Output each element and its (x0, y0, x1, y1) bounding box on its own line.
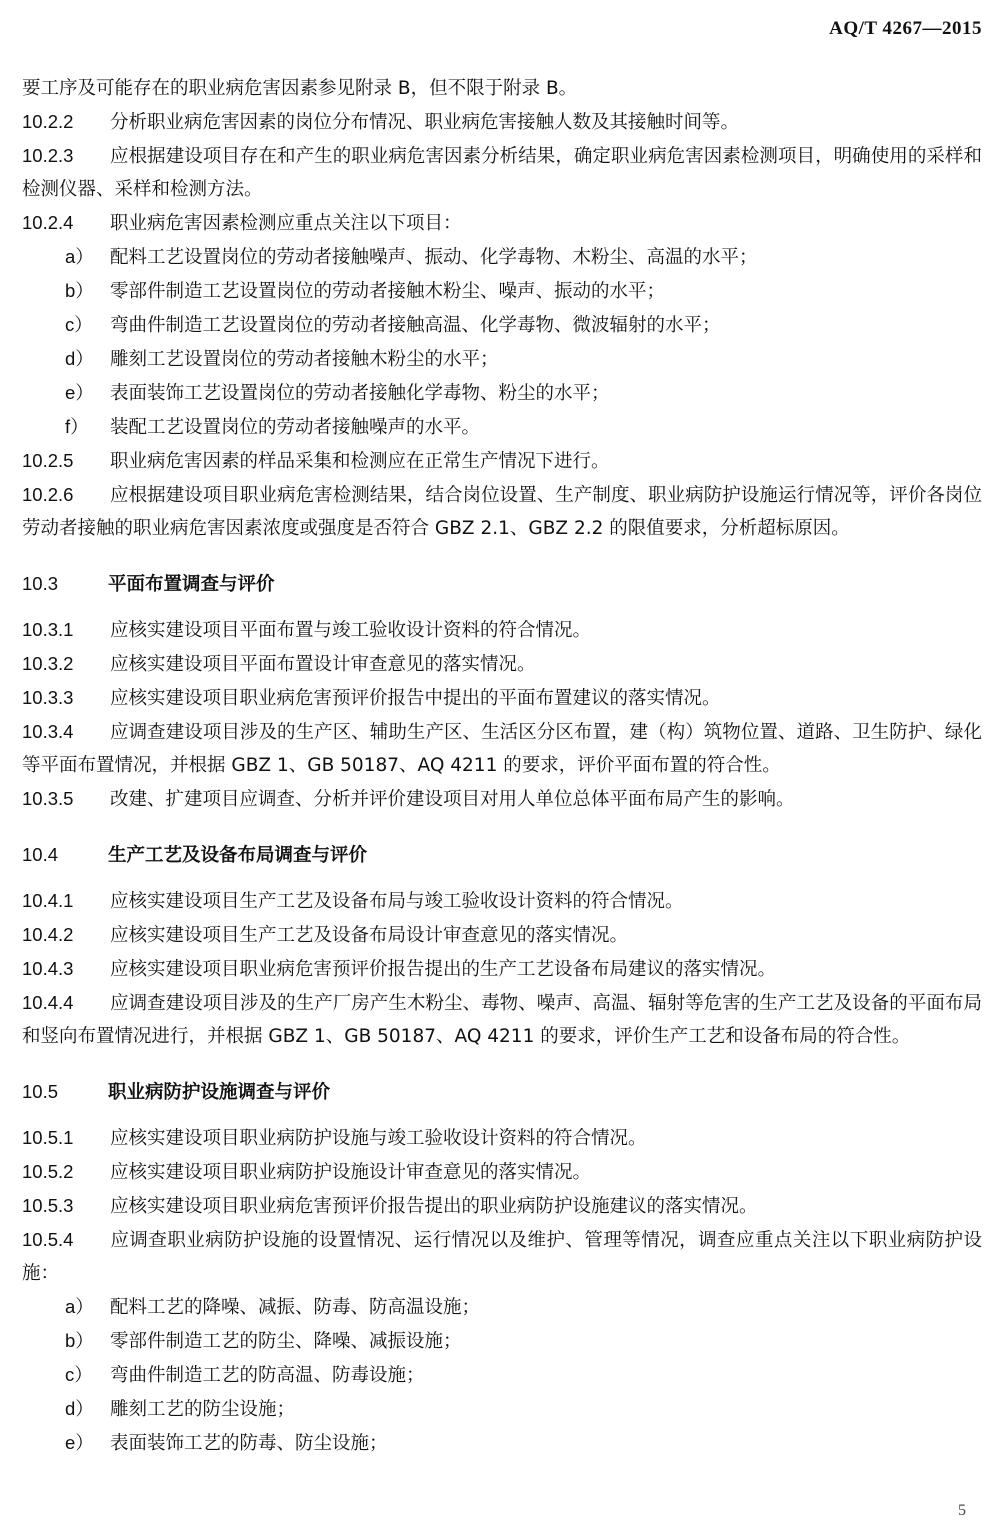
list-marker: d） (65, 1398, 94, 1419)
list-item (22, 410, 982, 444)
clause-10-2-5 (22, 444, 982, 478)
clause-number: 10.5.3 (22, 1195, 74, 1216)
clause-text: 职业病危害因素检测应重点关注以下项目： (110, 213, 462, 234)
clause-10-4-3 (22, 952, 982, 986)
clause-number: 10.2.3 (22, 145, 74, 166)
clause-number: 10.3.1 (22, 619, 74, 640)
section-title: 生产工艺及设备布局调查与评价 (108, 845, 368, 866)
clause-number: 10.3.5 (22, 788, 74, 809)
clause-10-4-1 (22, 884, 982, 918)
section-heading-10-3 (22, 567, 982, 601)
list-item-text: 雕刻工艺设置岗位的劳动者接触木粉尘的水平； (110, 349, 499, 370)
clause-text: 分析职业病危害因素的岗位分布情况、职业病危害接触人数及其接触时间等。 (110, 112, 740, 133)
clause-text: 应核实建设项目生产工艺及设备布局设计审查意见的落实情况。 (110, 925, 629, 946)
clause-number: 10.3.2 (22, 653, 74, 674)
list-marker: e） (65, 1432, 94, 1453)
clause-10-5-4 (22, 1223, 982, 1290)
section-title: 职业病防护设施调查与评价 (108, 1082, 331, 1103)
list-marker: f） (65, 416, 89, 437)
clause-number: 10.2.5 (22, 450, 74, 471)
clause-10-2-4 (22, 206, 982, 240)
clause-text: 改建、扩建项目应调查、分析并评价建设项目对用人单位总体平面布局产生的影响。 (110, 789, 795, 810)
clause-text: 应核实建设项目平面布置与竣工验收设计资料的符合情况。 (110, 620, 592, 641)
list-item-text: 雕刻工艺的防尘设施； (110, 1399, 296, 1420)
clause-10-4-2 (22, 918, 982, 952)
list-item-text: 装配工艺设置岗位的劳动者接触噪声的水平。 (110, 417, 481, 438)
clause-text: 应核实建设项目职业病危害预评价报告中提出的平面布置建议的落实情况。 (110, 688, 721, 709)
clause-10-3-2 (22, 647, 982, 681)
section-title: 平面布置调查与评价 (108, 574, 275, 595)
clause-number: 10.2.4 (22, 212, 74, 233)
paragraph-continued: 要工序及可能存在的职业病危害因素参见附录 B，但不限于附录 B。 (22, 78, 578, 99)
list-item-text: 弯曲件制造工艺设置岗位的劳动者接触高温、化学毒物、微波辐射的水平； (110, 315, 721, 336)
clause-10-2-6 (22, 478, 982, 545)
clause-number: 10.5.2 (22, 1161, 74, 1182)
list-item (22, 308, 982, 342)
list-marker: c） (65, 1364, 93, 1385)
clause-10-5-3 (22, 1189, 982, 1223)
clause-number: 10.4.3 (22, 958, 74, 979)
clause-text: 应核实建设项目平面布置设计审查意见的落实情况。 (110, 654, 536, 675)
clause-10-3-4 (22, 715, 982, 782)
clause-text: 应根据建设项目职业病危害检测结果，结合岗位设置、生产制度、职业病防护设施运行情况等，评价各岗位劳动者接触的职业病危害因素浓度或强度是否符合 GBZ 2.1、GBZ 2.2 的限值要求，分析超标原因。 (22, 485, 982, 539)
section-heading-10-4 (22, 838, 982, 872)
clause-10-5-2 (22, 1155, 982, 1189)
clause-text: 应调查建设项目涉及的生产区、辅助生产区、生活区分区布置，建（构）筑物位置、道路、卫生防护、绿化等平面布置情况，并根据 GBZ 1、GB 50187、AQ 4211 的要求，评价平面布置的符合性。 (22, 722, 982, 776)
clause-10-2-2 (22, 105, 982, 139)
list-marker: e） (65, 382, 94, 403)
clause-10-2-3 (22, 139, 982, 206)
clause-number: 10.5.4 (22, 1229, 74, 1250)
list-item (22, 1290, 982, 1324)
list-item (22, 1324, 982, 1358)
page-number: 5 (958, 1502, 966, 1519)
clause-10-4-4 (22, 986, 982, 1053)
clause-text: 应核实建设项目职业病防护设施设计审查意见的落实情况。 (110, 1162, 592, 1183)
list-item-text: 配料工艺的降噪、减振、防毒、防高温设施； (110, 1297, 481, 1318)
clause-number: 10.5.1 (22, 1127, 74, 1148)
list-item (22, 274, 982, 308)
clause-text: 应核实建设项目生产工艺及设备布局与竣工验收设计资料的符合情况。 (110, 891, 684, 912)
clause-number: 10.4.2 (22, 924, 74, 945)
list-item (22, 1426, 982, 1460)
clause-text: 职业病危害因素的样品采集和检测应在正常生产情况下进行。 (110, 451, 610, 472)
clause-number: 10.3.3 (22, 687, 74, 708)
clause-10-3-1 (22, 613, 982, 647)
clause-10-5-1 (22, 1121, 982, 1155)
list-item-text: 表面装饰工艺的防毒、防尘设施； (110, 1433, 388, 1454)
clause-number: 10.4.1 (22, 890, 74, 911)
clause-text: 应核实建设项目职业病防护设施与竣工验收设计资料的符合情况。 (110, 1128, 647, 1149)
clause-text: 应核实建设项目职业病危害预评价报告提出的职业病防护设施建议的落实情况。 (110, 1196, 758, 1217)
clause-text: 应调查建设项目涉及的生产厂房产生木粉尘、毒物、噪声、高温、辐射等危害的生产工艺及设备的平面布局和竖向布置情况进行，并根据 GBZ 1、GB 50187、AQ 4211 的要求，评价生产工艺和设备布局的符合性。 (22, 993, 982, 1047)
clause-number: 10.3.4 (22, 721, 74, 742)
list-marker: b） (65, 1330, 94, 1351)
document-code-header: AQ/T 4267—2015 (829, 18, 982, 39)
section-heading-10-5 (22, 1075, 982, 1109)
list-item (22, 1392, 982, 1426)
list-item-text: 弯曲件制造工艺的防高温、防毒设施； (110, 1365, 425, 1386)
clause-text: 应根据建设项目存在和产生的职业病危害因素分析结果，确定职业病危害因素检测项目，明确使用的采样和检测仪器、采样和检测方法。 (22, 146, 982, 200)
clause-number: 10.2.6 (22, 484, 74, 505)
list-marker: a） (65, 246, 94, 267)
clause-10-3-3 (22, 681, 982, 715)
list-item-text: 表面装饰工艺设置岗位的劳动者接触化学毒物、粉尘的水平； (110, 383, 610, 404)
clause-number: 10.2.2 (22, 111, 74, 132)
page-body (22, 72, 982, 1460)
clause-10-3-5 (22, 782, 982, 816)
clause-number: 10.4.4 (22, 992, 74, 1013)
list-item-text: 配料工艺设置岗位的劳动者接触噪声、振动、化学毒物、木粉尘、高温的水平； (110, 247, 758, 268)
list-marker: a） (65, 1296, 94, 1317)
section-number: 10.5 (22, 1081, 59, 1102)
list-item (22, 1358, 982, 1392)
list-item (22, 240, 982, 274)
list-marker: d） (65, 348, 94, 369)
section-number: 10.4 (22, 844, 59, 865)
list-item (22, 376, 982, 410)
section-number: 10.3 (22, 573, 59, 594)
list-marker: c） (65, 314, 93, 335)
list-item-text: 零部件制造工艺设置岗位的劳动者接触木粉尘、噪声、振动的水平； (110, 281, 666, 302)
list-item-text: 零部件制造工艺的防尘、降噪、减振设施； (110, 1331, 462, 1352)
list-marker: b） (65, 280, 94, 301)
list-item (22, 342, 982, 376)
clause-text: 应调查职业病防护设施的设置情况、运行情况以及维护、管理等情况，调查应重点关注以下职业病防护设施： (22, 1230, 982, 1284)
clause-text: 应核实建设项目职业病危害预评价报告提出的生产工艺设备布局建议的落实情况。 (110, 959, 777, 980)
